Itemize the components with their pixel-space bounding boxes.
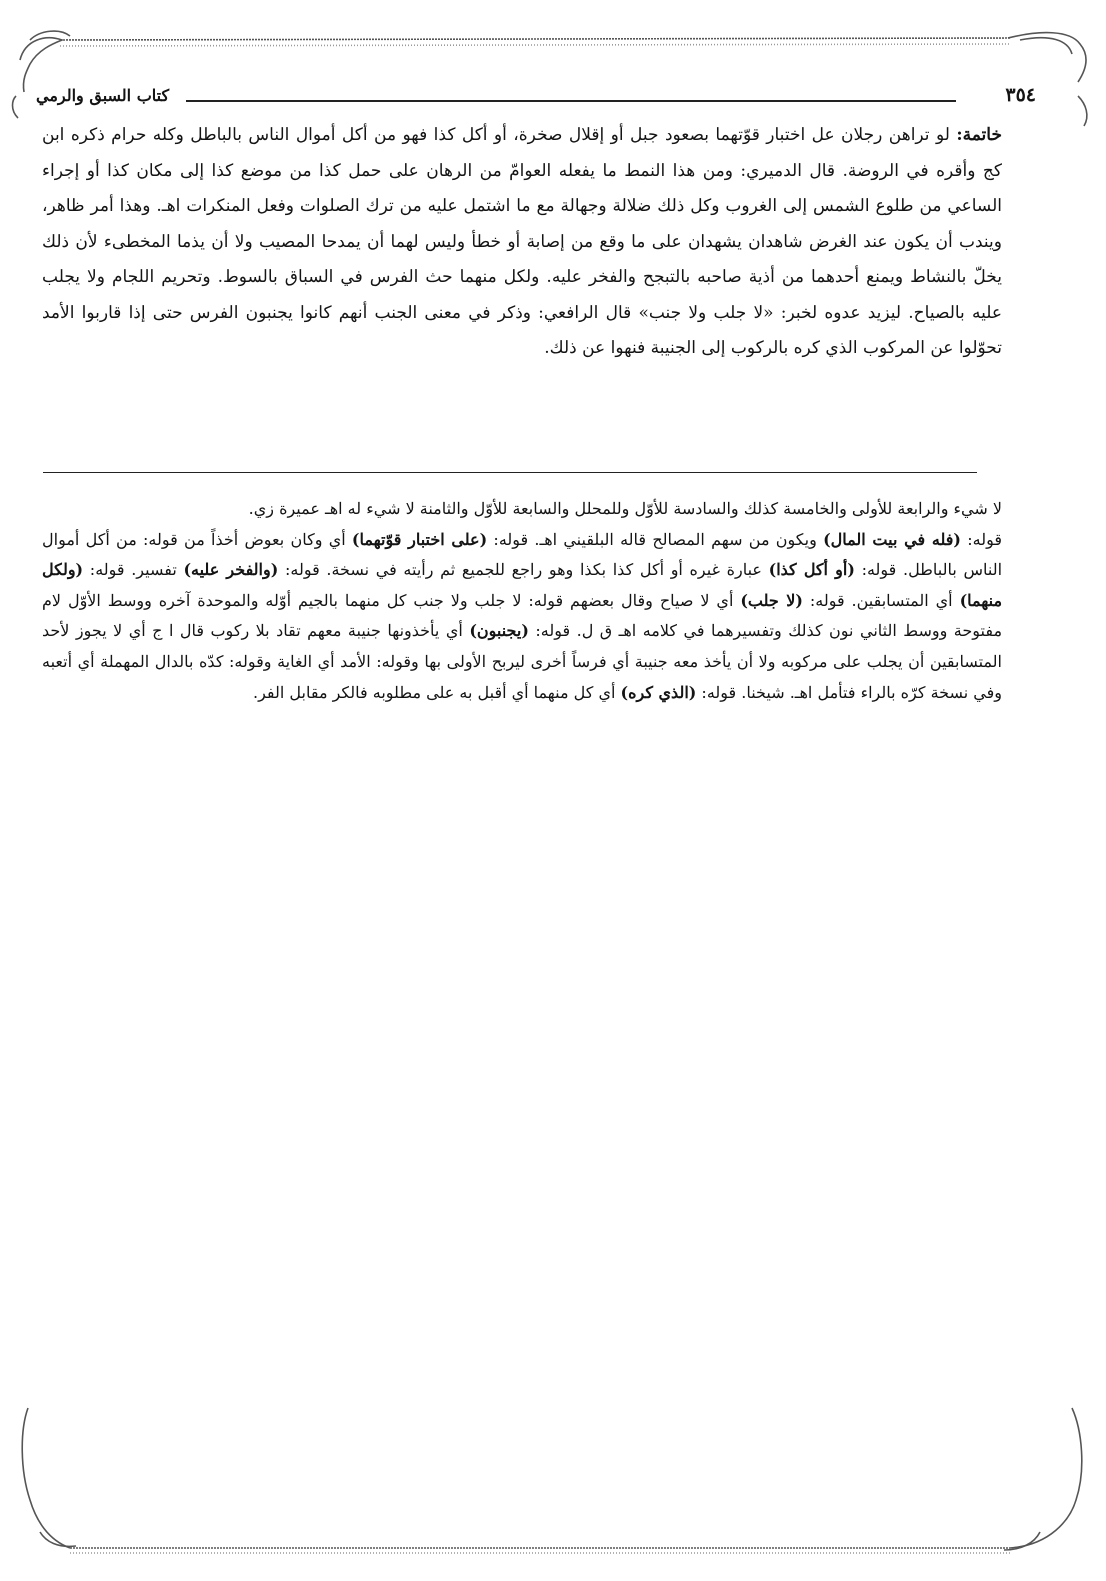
footnote-quote: (فله في بيت المال) bbox=[823, 529, 961, 549]
footnote-text: أي وكان بعوض أخذاً من قوله: من أكل أموال الناس بالباطل. قوله: bbox=[42, 529, 1003, 580]
footnote-text: أي كل منهما أي أقبل به على مطلوبه فالكر مقابل الفر. bbox=[252, 682, 616, 702]
footnote-quote: (أو أكل كذا) bbox=[768, 560, 855, 580]
footnote-quote: (لا جلب) bbox=[740, 590, 803, 610]
main-body bbox=[42, 118, 1002, 367]
footnote-quote: (على اختبار قوّتهما) bbox=[351, 529, 488, 549]
footnote-text: عبارة غيره أو أكل كذا بكذا وهو راجع للجميع ثم رأيته في نسخة. قوله: bbox=[284, 560, 762, 580]
footnote-commentary bbox=[42, 525, 1002, 709]
footnote-quote: (والفخر عليه) bbox=[183, 560, 279, 580]
footnote-text: أي المتسابقين. قوله: bbox=[809, 590, 953, 610]
footnote-text: ويكون من سهم المصالح قاله البلقيني اهـ. قوله: bbox=[493, 529, 817, 549]
header-rule bbox=[186, 100, 956, 102]
footnote-quote: (الذي كره) bbox=[620, 682, 697, 702]
footnote-text: تفسير. قوله: bbox=[89, 560, 177, 580]
footnotes bbox=[42, 494, 1002, 708]
footnote-text: قوله: bbox=[967, 529, 1002, 549]
footnote-continuation: لا شيء والرابعة للأولى والخامسة كذلك والسادسة للأوّل وللمحلل والسابعة للأوّل والثامنة لا شيء له اهـ عميرة زي. bbox=[248, 499, 1002, 518]
footnote-quote: (يجنبون) bbox=[469, 621, 529, 641]
page-header bbox=[36, 80, 1036, 114]
conclusion-heading: خاتمة: bbox=[956, 125, 1002, 145]
footnote-text: أي لا صياح وقال بعضهم قوله: لا جلب ولا جنب كل منهما بالجيم أوّله والموحدة آخره ووسط الأوّل لام مفتوحة ووسط الثاني نون كذلك وتفسيرهما في كلامه اهـ ق ل. قوله: bbox=[42, 590, 1003, 641]
footnote-separator bbox=[43, 472, 977, 473]
main-paragraph: لو تراهن رجلان عل اختبار قوّتهما بصعود جبل أو إقلال صخرة، أو أكل كذا فهو من أكل أموال الناس بالباطل وكله حرام ذكره ابن كج وأقره في الروضة. قال الدميري: ومن هذا النمط ما يفعله العوامّ من الرهان على حمل كذا من موضع كذا إلى مكان كذا أو إجراء الساعي من طلوع الشمس إلى الغروب وكل ذلك ضلالة وجهالة مع ما اشتمل عليه من ترك الصلوات وفعل المنكرات اهـ. وهذا أمر ظاهر، ويندب أن يكون عند الغرض شاهدان يشهدان على ما وقع من إصابة أو خطأ وليس لهما أن يمدحا المصيب ولا أن يذما المخطىء لأن ذلك يخلّ بالنشاط ويمنع أحدهما من أذية صاحبه بالتبجح والفخر عليه. ولكل منهما حث الفرس في السباق بالسوط. وتحريم اللجام ولا يجلب عليه بالصياح. ليزيد عدوه لخبر: «لا جلب ولا جنب» قال الرافعي: وذكر في معنى الجنب أنهم كانوا يجنبون الفرس حتى إذا قاربوا الأمد تحوّلوا عن المركوب الذي كره بالركوب إلى الجنيبة فنهوا عن ذلك. bbox=[42, 125, 1002, 358]
book-title: كتاب السبق والرمي bbox=[36, 86, 170, 105]
page-number: ٣٥٤ bbox=[1005, 84, 1036, 106]
footnote-text: أي يأخذونها جنيبة معهم تقاد بلا ركوب قال ا ج أي لا يجوز لأحد المتسابقين أن يجلب على مركوبه ولا أن يأخذ معه جنيبة أي فرساً أخرى ليربح الأولى بها وقوله: الأمد أي الغاية وقوله: كدّه بالدال المهملة أي أتعبه وفي نسخة كرّه بالراء فتأمل اهـ. شيخنا. قوله: bbox=[42, 621, 1003, 702]
footnote-quote: (ولكل منهما) bbox=[42, 560, 1003, 610]
